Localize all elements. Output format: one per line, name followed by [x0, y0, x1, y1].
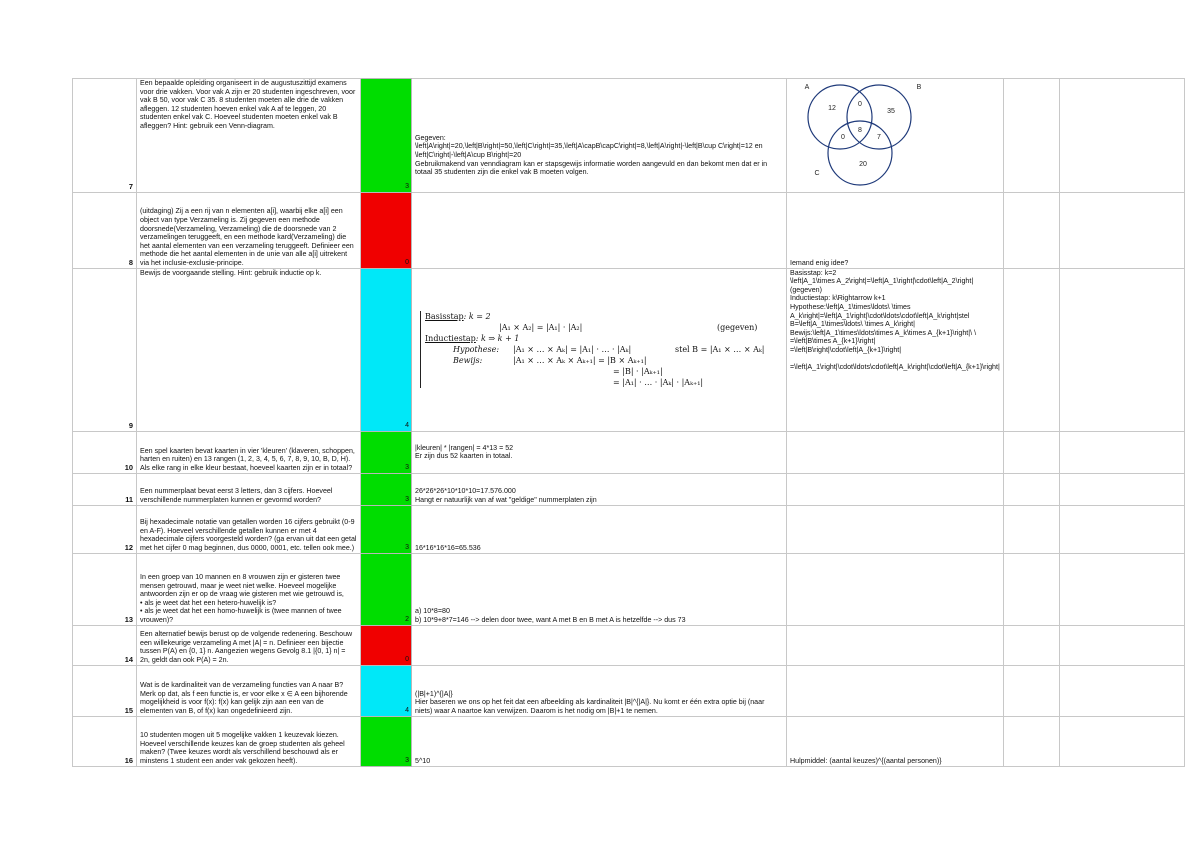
empty-cell[interactable]: [1003, 716, 1059, 766]
table-row: [73, 473, 1185, 505]
score-cell[interactable]: 3: [361, 505, 412, 553]
empty-cell[interactable]: [1059, 192, 1184, 268]
hypothesis-label: Hypothese:: [453, 345, 500, 355]
comment-cell[interactable]: Iemand enig idee?: [787, 192, 1004, 268]
table-row: [73, 505, 1185, 553]
venn-a-and-c: 0: [841, 134, 845, 141]
empty-cell[interactable]: [1059, 473, 1184, 505]
question-cell[interactable]: In een groep van 10 mannen en 8 vrouwen zijn er gisteren twee mensen getrouwd, maar je weet niet welke. Hoeveel mogelijke antwoorden zijn er op de vraag wie gisteren met wie getrouwd is, • als je weet dat het een hetero-huwelijk is? • als je weet dat het een homo-huwelijk is (twee mannen of twee vrouwen)?: [137, 553, 361, 625]
empty-cell[interactable]: [1059, 505, 1184, 553]
venn-all-three: 8: [858, 127, 862, 134]
score-cell[interactable]: 0: [361, 625, 412, 665]
empty-cell[interactable]: [1003, 473, 1059, 505]
empty-cell[interactable]: [1003, 79, 1059, 193]
empty-cell[interactable]: [787, 431, 1004, 473]
let-b: stel B = |A₁ × … × Aₖ|: [675, 345, 765, 355]
question-cell[interactable]: Bij hexadecimale notatie van getallen worden 16 cijfers gebruikt (0-9 en A-F). Hoeveel verschillende getallen kunnen er met 4 hexadecimale cijfers voorgesteld worden? (ga ervan uit dat een getal met het cijfer 0 mag beginnen, dus 0000, 0001, etc. tellen ook mee.): [137, 505, 361, 553]
proof-line-1: |A₁ × … × Aₖ × Aₖ₊₁| = |B × Aₖ₊₁|: [513, 356, 647, 366]
exercise-table: [72, 78, 1185, 767]
venn-label-c: C: [814, 170, 820, 177]
empty-cell[interactable]: [787, 553, 1004, 625]
empty-cell[interactable]: [1059, 268, 1184, 431]
venn-label-b: B: [916, 84, 922, 91]
empty-cell[interactable]: [1059, 431, 1184, 473]
empty-cell[interactable]: [1003, 625, 1059, 665]
basis-formula: |A₁ × A₂| = |A₁| · |A₂|: [499, 323, 583, 333]
table-row: [73, 192, 1185, 268]
empty-cell[interactable]: [1003, 665, 1059, 716]
venn-label-a: A: [804, 84, 810, 91]
empty-cell[interactable]: [1059, 625, 1184, 665]
empty-cell[interactable]: [1059, 553, 1184, 625]
question-cell[interactable]: Wat is de kardinaliteit van de verzameling functies van A naar B? Merk op dat, als f een functie is, er voor elke x ∈ A een bijhorende mogelijkheid is voor f(x): f(x) kan gelijk zijn aan een van de elementen van B, of f(x) kan ongedefinieerd zijn.: [137, 665, 361, 716]
table-row: [73, 79, 1185, 193]
score-cell[interactable]: 3: [361, 473, 412, 505]
venn-only-c: 20: [859, 161, 867, 168]
score-cell[interactable]: 0: [361, 192, 412, 268]
spreadsheet-sheet: [72, 78, 1185, 767]
empty-cell[interactable]: [787, 625, 1004, 665]
answer-cell[interactable]: [412, 625, 787, 665]
question-cell[interactable]: Bewijs de voorgaande stelling. Hint: gebruik inductie op k.: [137, 268, 361, 431]
table-row: [73, 268, 1185, 431]
venn-only-b: 35: [887, 108, 895, 115]
empty-cell[interactable]: [1059, 665, 1184, 716]
row-number: 12: [73, 505, 137, 553]
proof-label: Bewijs:: [453, 356, 483, 366]
row-number: 7: [73, 79, 137, 193]
proof-line-3: = |A₁| · … · |Aₖ| · |Aₖ₊₁|: [613, 378, 704, 388]
score-cell[interactable]: 2: [361, 553, 412, 625]
given-note: (gegeven): [717, 323, 758, 333]
answer-cell[interactable]: Gegeven: \left|A\right|=20,\left|B\right|=50,\left|C\right|=35,\left|A\capB\capC\right|=8,\left|A\right|-\left|B\cup C\right|=12 en \left|C\right|-\left|A\cup B\right|=20 Gebruikmakend van venndiagram kan er stapsgewijs informatie worden aangevuld en dan bekomt men dat er in totaal 35 studenten zijn die enkel vak B moeten volgen.: [412, 79, 787, 193]
venn-cell[interactable]: [787, 79, 1004, 193]
answer-cell[interactable]: a) 10*8=80 b) 10*9+8*7=146 --> delen door twee, want A met B en B met A is hetzelfde --> dus 73: [412, 553, 787, 625]
empty-cell[interactable]: [1003, 431, 1059, 473]
row-number: 13: [73, 553, 137, 625]
proof-line-2: = |B| · |Aₖ₊₁|: [613, 367, 663, 377]
question-cell[interactable]: 10 studenten mogen uit 5 mogelijke vakken 1 keuzevak kiezen. Hoeveel verschillende keuzes kan de groep studenten als geheel maken? (Twee keuzes wordt als verschillend beschouwd als er minstens 1 student een ander vak gekozen heeft).: [137, 716, 361, 766]
table-row: [73, 553, 1185, 625]
row-number: 14: [73, 625, 137, 665]
row-number: 15: [73, 665, 137, 716]
table-row: [73, 716, 1185, 766]
empty-cell[interactable]: [787, 505, 1004, 553]
hypothesis-formula: |A₁ × … × Aₖ| = |A₁| · … · |Aₖ|: [513, 345, 632, 355]
answer-cell[interactable]: 26*26*26*10*10*10=17.576.000 Hangt er natuurlijk van af wat "geldige" nummerplaten zijn: [412, 473, 787, 505]
score-cell[interactable]: 4: [361, 665, 412, 716]
venn-only-a: 12: [828, 105, 836, 112]
table-row: [73, 665, 1185, 716]
score-cell[interactable]: 3: [361, 716, 412, 766]
empty-cell[interactable]: [1003, 505, 1059, 553]
question-cell[interactable]: Een bepaalde opleiding organiseert in de augustuszittijd examens voor drie vakken. Voor vak A zijn er 20 studenten ingeschreven, voor vak B 50, voor vak C 35. 8 studenten moeten alle drie de vakken afleggen. 12 studenten hoeven enkel vak A af te leggen, 20 studenten enkel vak C. Hoeveel studenten moeten enkel vak B afleggen? Hint: gebruik een Venn-diagram.: [137, 79, 361, 193]
basis-value: : k = 2: [463, 312, 491, 322]
venn-diagram: [787, 79, 947, 189]
empty-cell[interactable]: [1003, 268, 1059, 431]
answer-cell[interactable]: (|B|+1)^{|A|} Hier baseren we ons op het feit dat een afbeelding als kardinaliteit |B|^{|A|}. Nu komt er één extra optie bij (naar niets) waar A naartoe kan verwijzen. Daarom is het nodig om |B|+1 te nemen.: [412, 665, 787, 716]
venn-circle-a: [808, 85, 872, 149]
score-cell[interactable]: 3: [361, 79, 412, 193]
question-cell[interactable]: (uitdaging) Zij a een rij van n elementen a[i], waarbij elke a[i] een object van type Verzameling is. Zij gegeven een methode doorsnede(Verzameling, Verzameling) die de doorsnede van 2 verzamelingen teruggeeft, en een methode kard(Verzameling) die het aantal elementen van een verzameling teruggeeft. Definieer een methode die het aantal elementen in de unie van alle a[i] uitrekent via het inclusie-exclusie-principe.: [137, 192, 361, 268]
venn-b-and-c: 7: [877, 134, 881, 141]
answer-cell[interactable]: |kleuren| * |rangen| = 4*13 = 52 Er zijn dus 52 kaarten in totaal.: [412, 431, 787, 473]
empty-cell[interactable]: [1003, 553, 1059, 625]
row-number: 8: [73, 192, 137, 268]
induction-proof: [420, 311, 781, 388]
empty-cell[interactable]: [1059, 716, 1184, 766]
score-cell[interactable]: 3: [361, 431, 412, 473]
question-cell[interactable]: Een nummerplaat bevat eerst 3 letters, dan 3 cijfers. Hoeveel verschillende nummerplaten kunnen er gevormd worden?: [137, 473, 361, 505]
row-number: 10: [73, 431, 137, 473]
answer-cell[interactable]: 16*16*16*16=65.536: [412, 505, 787, 553]
comment-cell[interactable]: Hulpmiddel: (aantal keuzes)^{(aantal personen)}: [787, 716, 1004, 766]
table-row: [73, 625, 1185, 665]
question-cell[interactable]: Een spel kaarten bevat kaarten in vier 'kleuren' (klaveren, schoppen, harten en ruiten) en 13 rangen (1, 2, 3, 4, 5, 6, 7, 8, 9, 10, B, D, H). Als elke rang in elke kleur bestaat, hoeveel kaarten zijn er in totaal?: [137, 431, 361, 473]
answer-cell[interactable]: [412, 192, 787, 268]
empty-cell[interactable]: [787, 665, 1004, 716]
basis-label: Basisstap: [425, 312, 464, 322]
empty-cell[interactable]: [1003, 192, 1059, 268]
venn-a-and-b: 0: [858, 101, 862, 108]
induction-value: : k ⇒ k + 1: [475, 334, 520, 344]
score-cell[interactable]: 4: [361, 268, 412, 431]
answer-cell[interactable]: 5^10: [412, 716, 787, 766]
comment-cell[interactable]: Basisstap: k=2 \left|A_1\times A_2\right|=\left|A_1\right|\cdot\left|A_2\right|(gegeven) Inductiestap: k\Rightarrow k+1 Hypothese:\left|A_1\times\ldots\ \times A_k\right|=\left|A_1\right|\cdot\ldots\cdot\left|A_k\right|stel B=\left|A_1\times\ldots\ \times A_k\right| Bewijs:\left|A_1\times\ldots\times A_k\times A_{k+1}\right|\ \ =\left|B\times A_{k+1}\right| =\left|B\right|\cdot\left|A_{k+1}\right| =\left|A_1\right|\cdot\ldots\cdot\left|A_k\right|\cdot\left|A_{k+1}\right|: [787, 268, 1004, 431]
empty-cell[interactable]: [787, 473, 1004, 505]
row-number: 11: [73, 473, 137, 505]
induction-label: Inductiestap: [425, 334, 476, 344]
empty-cell[interactable]: [1059, 79, 1184, 193]
row-number: 16: [73, 716, 137, 766]
question-cell[interactable]: Een alternatief bewijs berust op de volgende redenering. Beschouw een willekeurige verzameling A met |A| = n. Definieer een bijectie tussen P(A) en {0, 1} n. Aangezien wegens Gevolg 8.1 |{0, 1} n| = 2n, geldt dan ook P(A) = 2n.: [137, 625, 361, 665]
table-row: [73, 431, 1185, 473]
answer-cell[interactable]: [412, 268, 787, 431]
row-number: 9: [73, 268, 137, 431]
